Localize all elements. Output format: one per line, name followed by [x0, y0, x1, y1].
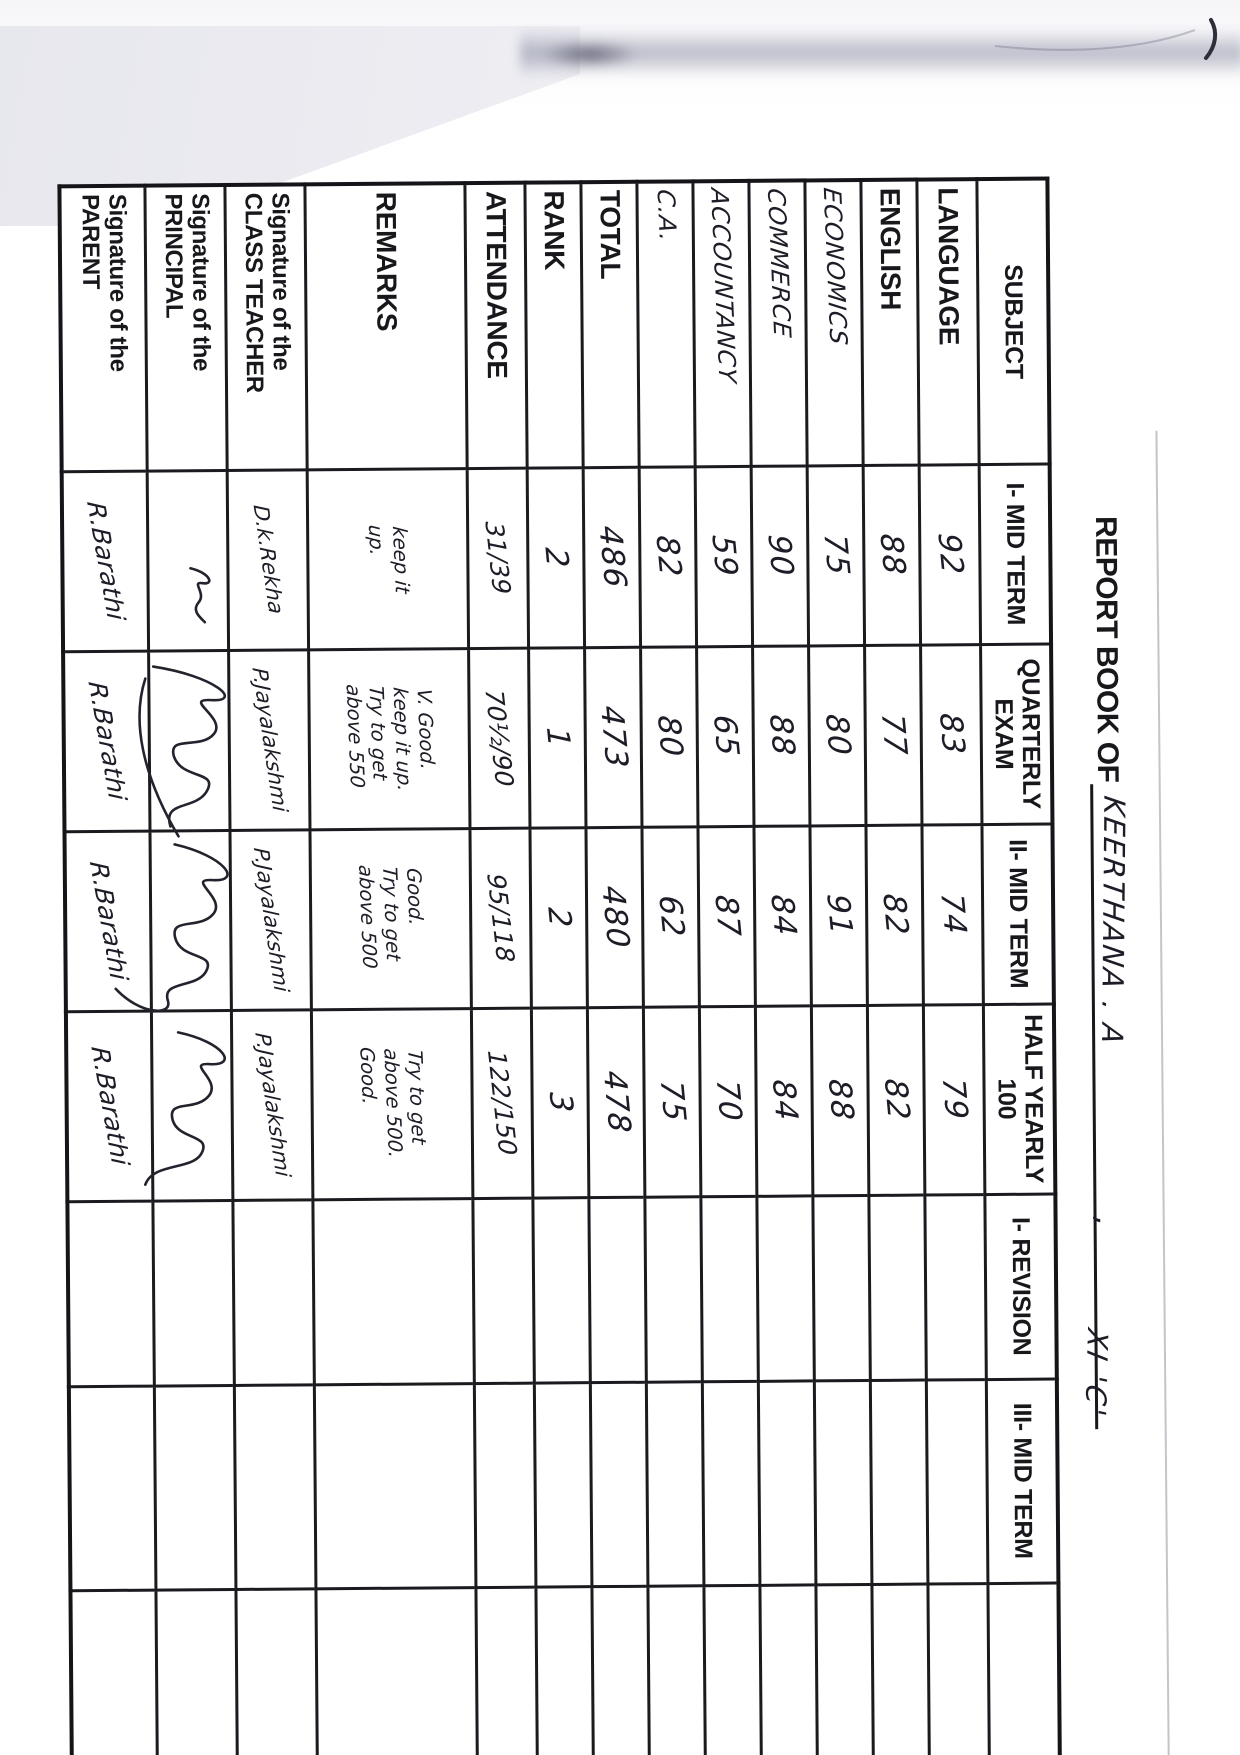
- mark-value: 82: [648, 535, 689, 578]
- row-attendance: ATTENDANCE: [465, 183, 527, 468]
- row-signature-parent: Signature of the PARENT: [59, 186, 147, 472]
- subject-commerce-label: COMMERCE: [761, 186, 797, 340]
- class-teacher-signature: P.Jayalakshmi: [247, 667, 293, 813]
- mark-value: 80: [649, 715, 690, 758]
- mark-value: 88: [761, 714, 802, 757]
- empty-cell: [236, 1588, 319, 1755]
- empty-cell: [815, 1380, 873, 1584]
- subject-language: LANGUAGE: [917, 179, 979, 464]
- class-teacher-signature: P.Jayalakshmi: [250, 1032, 295, 1178]
- empty-cell: [925, 1194, 986, 1379]
- total-value: 480: [594, 885, 637, 949]
- attendance-value: 95/118: [481, 873, 521, 963]
- empty-cell: [647, 1381, 705, 1585]
- row-rank: RANK: [525, 182, 583, 467]
- remark-text: Good. Try to get above 500: [354, 864, 428, 970]
- row-signature-class-teacher: Signature of the CLASS TEACHER: [225, 184, 307, 470]
- report-title: [1078, 515, 1142, 1430]
- student-name: KEERTHANA . A: [1095, 794, 1132, 1049]
- header-subject: SUBJECT: [977, 179, 1049, 465]
- subject-accountancy-label: ACCOUNTANCY: [705, 187, 742, 385]
- empty-cell: [315, 1383, 477, 1588]
- empty-cell: [473, 1198, 534, 1383]
- attendance-value: 122/150: [482, 1050, 523, 1156]
- remark-text: Try to get above 500. Good.: [355, 1046, 430, 1160]
- marks-table: [57, 177, 1063, 1755]
- mark-value: 77: [873, 713, 914, 757]
- subject-accountancy: [693, 181, 751, 466]
- mark-value: 75: [816, 533, 857, 577]
- empty-cell: [155, 1385, 237, 1590]
- mark-value: 88: [872, 533, 913, 577]
- total-value: 486: [591, 525, 634, 589]
- empty-cell: [235, 1384, 317, 1589]
- table-header-row: [977, 179, 1061, 1755]
- page-edge-line: [1155, 431, 1170, 1755]
- empty-cell: [476, 1587, 539, 1755]
- mark-value: 88: [820, 1078, 861, 1122]
- subject-economics-label: ECONOMICS: [817, 186, 853, 348]
- parent-signature: R.Barathi: [82, 681, 132, 801]
- empty-cell: [760, 1584, 819, 1755]
- empty-cell: [313, 1198, 474, 1384]
- subject-economics: [805, 180, 863, 465]
- empty-cell: [645, 1196, 702, 1381]
- empty-cell: [872, 1584, 931, 1755]
- empty-cell: [533, 1197, 590, 1382]
- table-row: [59, 186, 159, 1755]
- empty-cell: [871, 1380, 929, 1584]
- header-i-revision: I- REVISION: [985, 1194, 1056, 1380]
- empty-cell: [869, 1195, 926, 1380]
- mark-value: 83: [931, 712, 972, 756]
- rank-value: 1: [538, 726, 577, 749]
- subject-commerce: [749, 180, 807, 465]
- mark-value: 59: [704, 534, 745, 578]
- mark-value: 84: [764, 1079, 805, 1122]
- total-value: 478: [595, 1070, 638, 1134]
- title-separator: ,: [1088, 1216, 1124, 1227]
- rank-value: 3: [541, 1091, 580, 1114]
- empty-cell: [648, 1585, 707, 1755]
- empty-cell: [592, 1586, 651, 1755]
- report-title-printed: REPORT BOOK OF: [1089, 515, 1125, 783]
- mark-value: 75: [652, 1080, 693, 1123]
- mark-value: 80: [817, 713, 858, 757]
- attendance-value: 70½/90: [479, 689, 520, 787]
- empty-cell: [589, 1197, 646, 1382]
- empty-cell: [701, 1196, 758, 1381]
- total-value: 473: [592, 705, 635, 769]
- mark-value: 92: [930, 532, 971, 576]
- rank-value: 2: [537, 546, 576, 569]
- empty-cell: [757, 1195, 814, 1380]
- mark-value: 62: [651, 895, 692, 938]
- header-quarterly-exam: QUARTERLY EXAM: [981, 644, 1052, 825]
- attendance-value: 31/39: [479, 521, 517, 595]
- mark-value: 65: [705, 714, 746, 758]
- header-half-yearly: HALF YEARLY 100: [984, 1004, 1055, 1195]
- empty-cell: [233, 1199, 314, 1385]
- mark-value: 70: [708, 1079, 749, 1123]
- empty-cell: [70, 1590, 159, 1755]
- row-total: TOTAL: [581, 182, 639, 467]
- empty-cell: [475, 1383, 537, 1587]
- empty-cell: [759, 1380, 817, 1584]
- subject-ca-label: C.A.: [651, 187, 682, 245]
- header-ii-mid-term: II- MID TERM: [982, 824, 1053, 1005]
- parent-signature: R.Barathi: [80, 501, 131, 621]
- mark-value: 90: [760, 534, 801, 577]
- empty-cell: [704, 1585, 763, 1755]
- empty-cell: [156, 1589, 239, 1755]
- principal-signature-scrawl: [173, 560, 222, 630]
- class-section: XI 'C': [1078, 1326, 1115, 1422]
- report-title-underline: [1078, 784, 1142, 1429]
- class-teacher-signature: P.Jayalakshmi: [248, 847, 294, 993]
- mark-value: 91: [819, 893, 860, 937]
- empty-cell: [316, 1587, 479, 1755]
- header-i-mid-term: I- MID TERM: [980, 464, 1051, 645]
- empty-cell: [153, 1200, 234, 1386]
- empty-cell: [535, 1382, 593, 1586]
- mark-value: 79: [934, 1077, 975, 1121]
- mark-value: 84: [763, 894, 804, 937]
- parent-signature: R.Barathi: [83, 861, 134, 981]
- subject-english: ENGLISH: [861, 180, 919, 465]
- mark-value: 87: [707, 894, 748, 938]
- table-row: [225, 184, 319, 1755]
- empty-cell: [591, 1382, 649, 1586]
- table-row: [145, 185, 239, 1755]
- mark-value: 82: [875, 893, 916, 937]
- mark-value: 74: [933, 892, 974, 936]
- header-cropped-column: [988, 1582, 1061, 1755]
- subject-ca: [637, 181, 695, 466]
- parent-signature: R.Barathi: [85, 1046, 135, 1166]
- header-iii-mid-term: III- MID TERM: [987, 1379, 1059, 1584]
- rank-value: 2: [540, 906, 579, 929]
- empty-cell: [69, 1386, 157, 1591]
- empty-cell: [536, 1586, 595, 1755]
- table-row: [305, 183, 479, 1755]
- row-signature-principal: Signature of the PRINCIPAL: [145, 185, 227, 471]
- mark-value: 82: [876, 1078, 917, 1122]
- empty-cell: [816, 1584, 875, 1755]
- class-teacher-signature: D.k.Rekha: [248, 504, 289, 615]
- remark-text: keep it up.: [363, 523, 414, 594]
- empty-cell: [928, 1583, 991, 1755]
- empty-cell: [703, 1381, 761, 1585]
- remark-text: V. Good. keep it up. Try to get above 550: [340, 683, 439, 793]
- row-remarks: REMARKS: [305, 183, 467, 469]
- empty-cell: [927, 1379, 989, 1583]
- empty-cell: [813, 1195, 870, 1380]
- empty-cell: [67, 1201, 154, 1387]
